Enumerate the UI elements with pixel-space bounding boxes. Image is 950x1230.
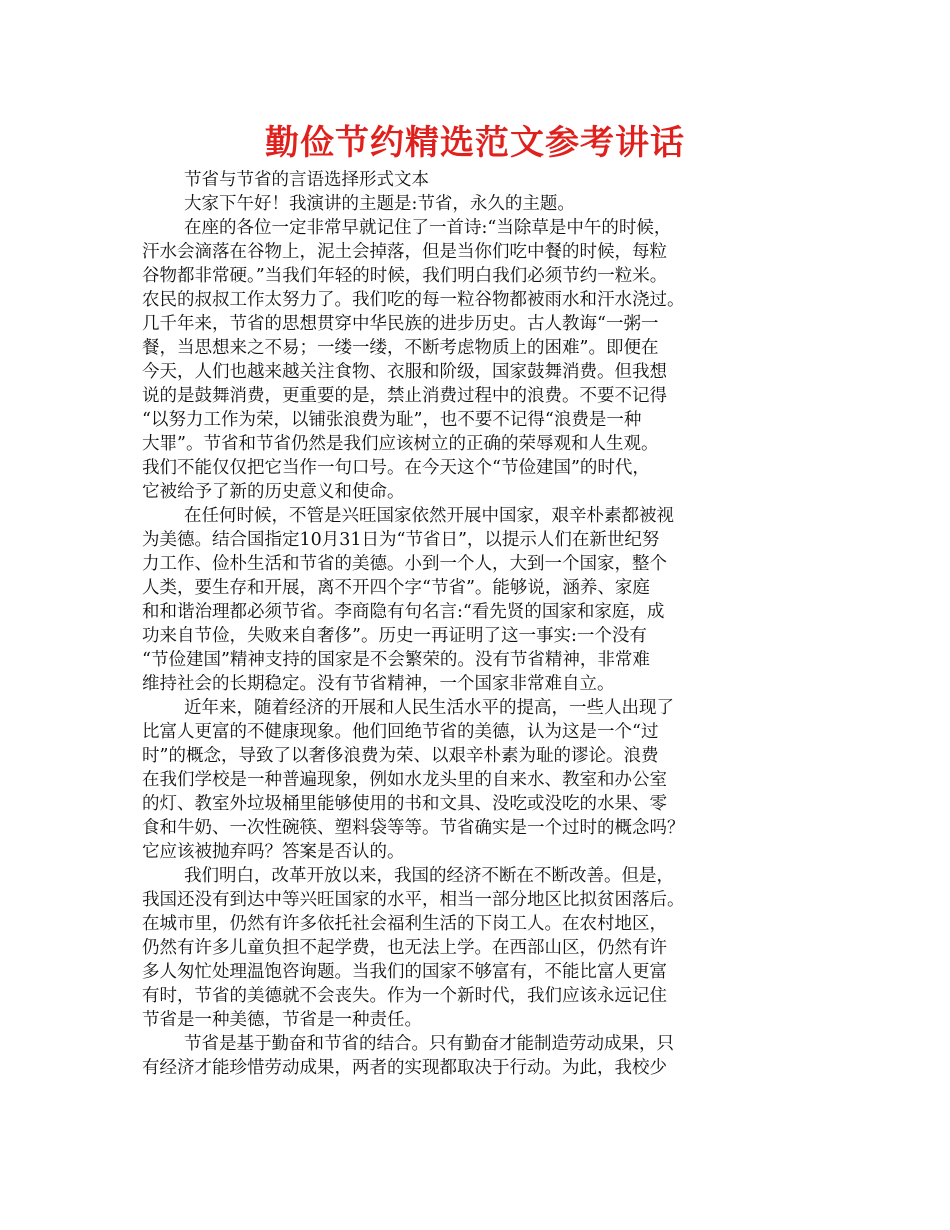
text-line: 有时，节省的美德就不会丧失。作为一个新时代，我们应该永远记住: [142, 986, 667, 1006]
text-line: 几千年来，节省的思想贯穿中华民族的进步历史。古人教诲“一粥一: [142, 314, 659, 334]
text-line: 多人匆忙处理温饱咨询题。当我们的国家不够富有，不能比富人更富: [142, 962, 667, 982]
text-line: 的灯、教室外垃圾桶里能够使用的书和文具、没吃或没吃的水果、零: [142, 794, 667, 814]
text-line: 节省是一种美德，节省是一种责任。: [142, 1010, 422, 1030]
text-line: 在任何时候，不管是兴旺国家依然开展中国家，艰辛朴素都被视: [184, 506, 674, 526]
text-line: 节省是基于勤奋和节省的结合。只有勤奋才能制造劳动成果，只: [184, 1034, 674, 1054]
text-line: 食和牛奶、一次性碗筷、塑料袋等等。节省确实是一个过时的概念吗？: [142, 818, 685, 838]
text-line: 功来自节俭，失败来自奢侈”。历史一再证明了这一事实:一个没有: [142, 626, 647, 646]
text-line: 为美德。结合国指定10月31日为“节省日”，以提示人们在新世纪努: [142, 530, 660, 550]
text-line: 我们不能仅仅把它当作一句口号。在今天这个“节俭建国”的时代，: [142, 458, 650, 478]
text-line: 大罪”。节省和节省仍然是我们应该树立的正确的荣辱观和人生观。: [142, 434, 659, 454]
text-line: 有经济才能珍惜劳动成果，两者的实现都取决于行动。为此，我校少: [142, 1058, 667, 1078]
text-line: 说的是鼓舞消费，更重要的是，禁止消费过程中的浪费。不要不记得: [142, 386, 667, 406]
text-line: 比富人更富的不健康现象。他们回绝节省的美德，认为这是一个“过: [142, 722, 659, 742]
document-title: 勤俭节约精选范文参考讲话: [265, 123, 685, 163]
text-line: 在座的各位一定非常早就记住了一首诗:“当除草是中午的时候，: [184, 218, 672, 238]
text-line: 汗水会滴落在谷物上，泥土会掉落，但是当你们吃中餐的时候，每粒: [142, 242, 667, 262]
text-line: 谷物都非常硬。”当我们年轻的时候，我们明白我们必须节约一粒米。: [142, 266, 668, 286]
text-line: 在城市里，仍然有许多依托社会福利生活的下岗工人。在农村地区，: [142, 914, 667, 934]
text-line: 今天，人们也越来越关注食物、衣服和阶级，国家鼓舞消费。但我想: [142, 362, 667, 382]
text-line: 大家下午好！我演讲的主题是:节省，永久的主题。: [184, 194, 575, 214]
text-line: 我国还没有到达中等兴旺国家的水平，相当一部分地区比拟贫困落后。: [142, 890, 685, 910]
text-line: 近年来，随着经济的开展和人民生活水平的提高，一些人出现了: [184, 698, 674, 718]
text-line: 餐，当思想来之不易；一缕一缕，不断考虑物质上的困难”。即便在: [142, 338, 659, 358]
text-line: 我们明白，改革开放以来，我国的经济不断在不断改善。但是，: [184, 866, 674, 886]
text-line: 和和谐治理都必须节省。李商隐有句名言:“看先贤的国家和家庭，成: [142, 602, 665, 622]
text-line: 节省与节省的言语选择形式文本: [184, 170, 429, 190]
text-line: 在我们学校是一种普遍现象，例如水龙头里的自来水、教室和办公室: [142, 770, 667, 790]
text-line: 力工作、俭朴生活和节省的美德。小到一个人，大到一个国家，整个: [142, 554, 667, 574]
text-line: 农民的叔叔工作太努力了。我们吃的每一粒谷物都被雨水和汗水浇过。: [142, 290, 685, 310]
text-line: “节俭建国”精神支持的国家是不会繁荣的。没有节省精神，非常难: [142, 650, 650, 670]
text-line: 时”的概念，导致了以奢侈浪费为荣、以艰辛朴素为耻的谬论。浪费: [142, 746, 659, 766]
text-line: “以努力工作为荣，以铺张浪费为耻”，也不要不记得“浪费是一种: [142, 410, 642, 430]
text-line: 人类，要生存和开展，离不开四个字“节省”。能够说，涵养、家庭: [142, 578, 650, 598]
document-body: [142, 168, 830, 1080]
text-line: 仍然有许多儿童负担不起学费，也无法上学。在西部山区，仍然有许: [142, 938, 667, 958]
text-line: 维持社会的长期稳定。没有节省精神，一个国家非常难自立。: [142, 674, 615, 694]
text-line: 它被给予了新的历史意义和使命。: [142, 482, 405, 502]
text-line: 它应该被抛弃吗？答案是否认的。: [142, 842, 405, 862]
